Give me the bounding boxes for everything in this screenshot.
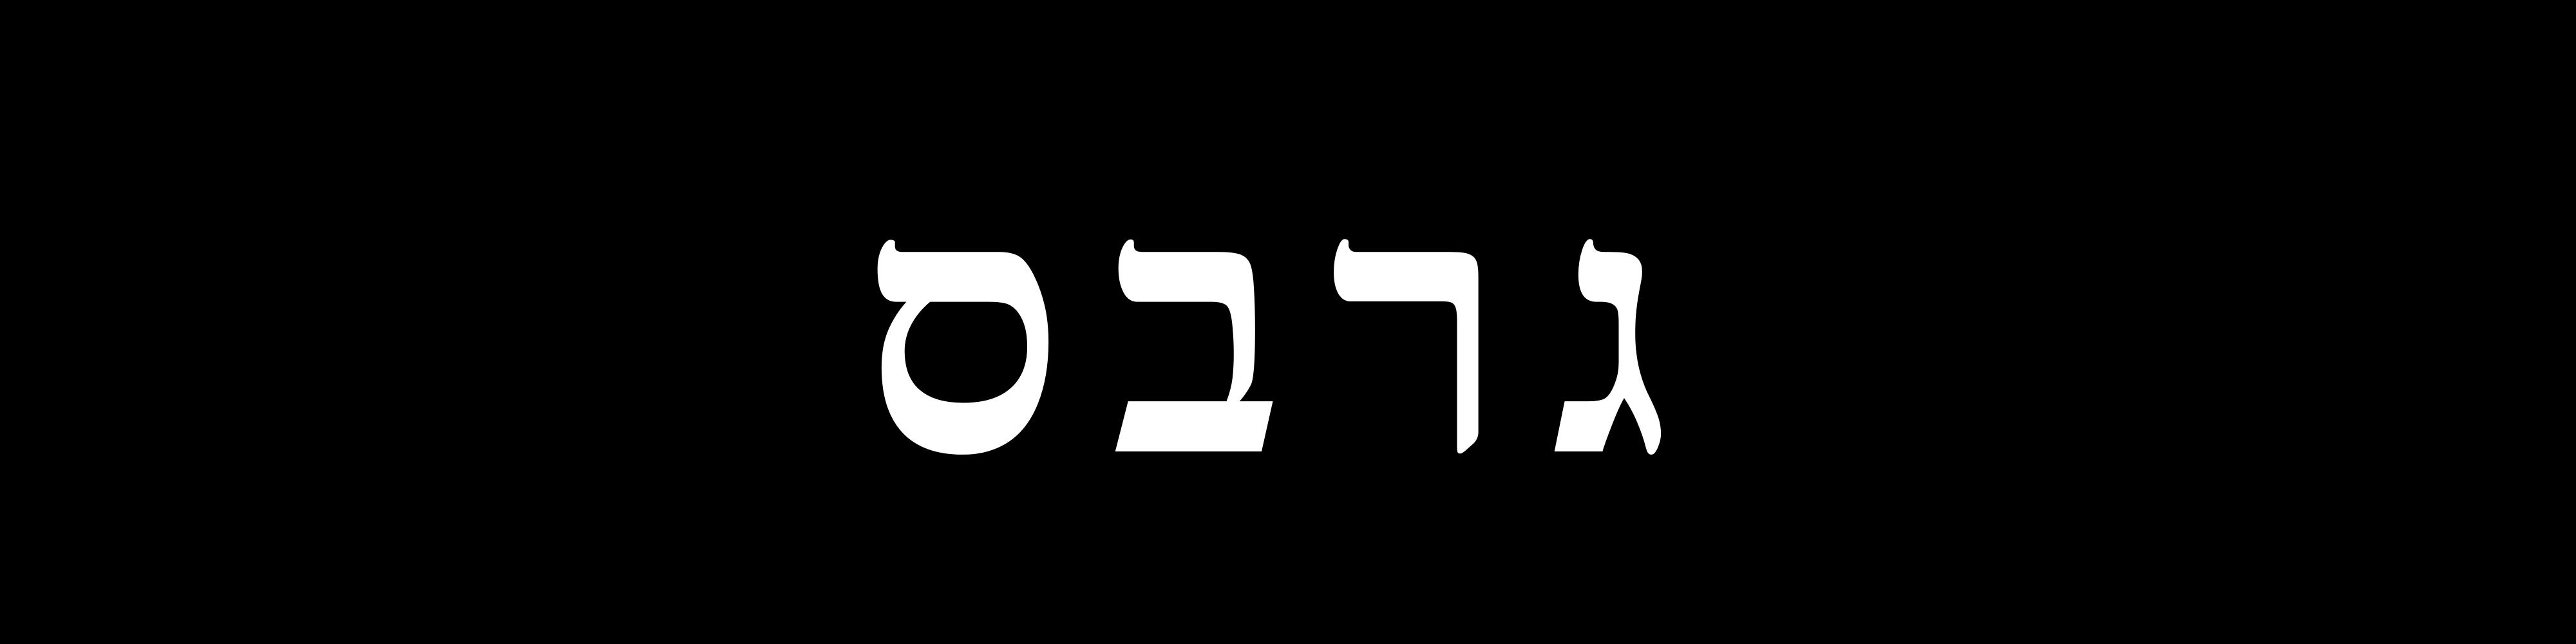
hebrew-word: גרבס xyxy=(860,113,1716,537)
